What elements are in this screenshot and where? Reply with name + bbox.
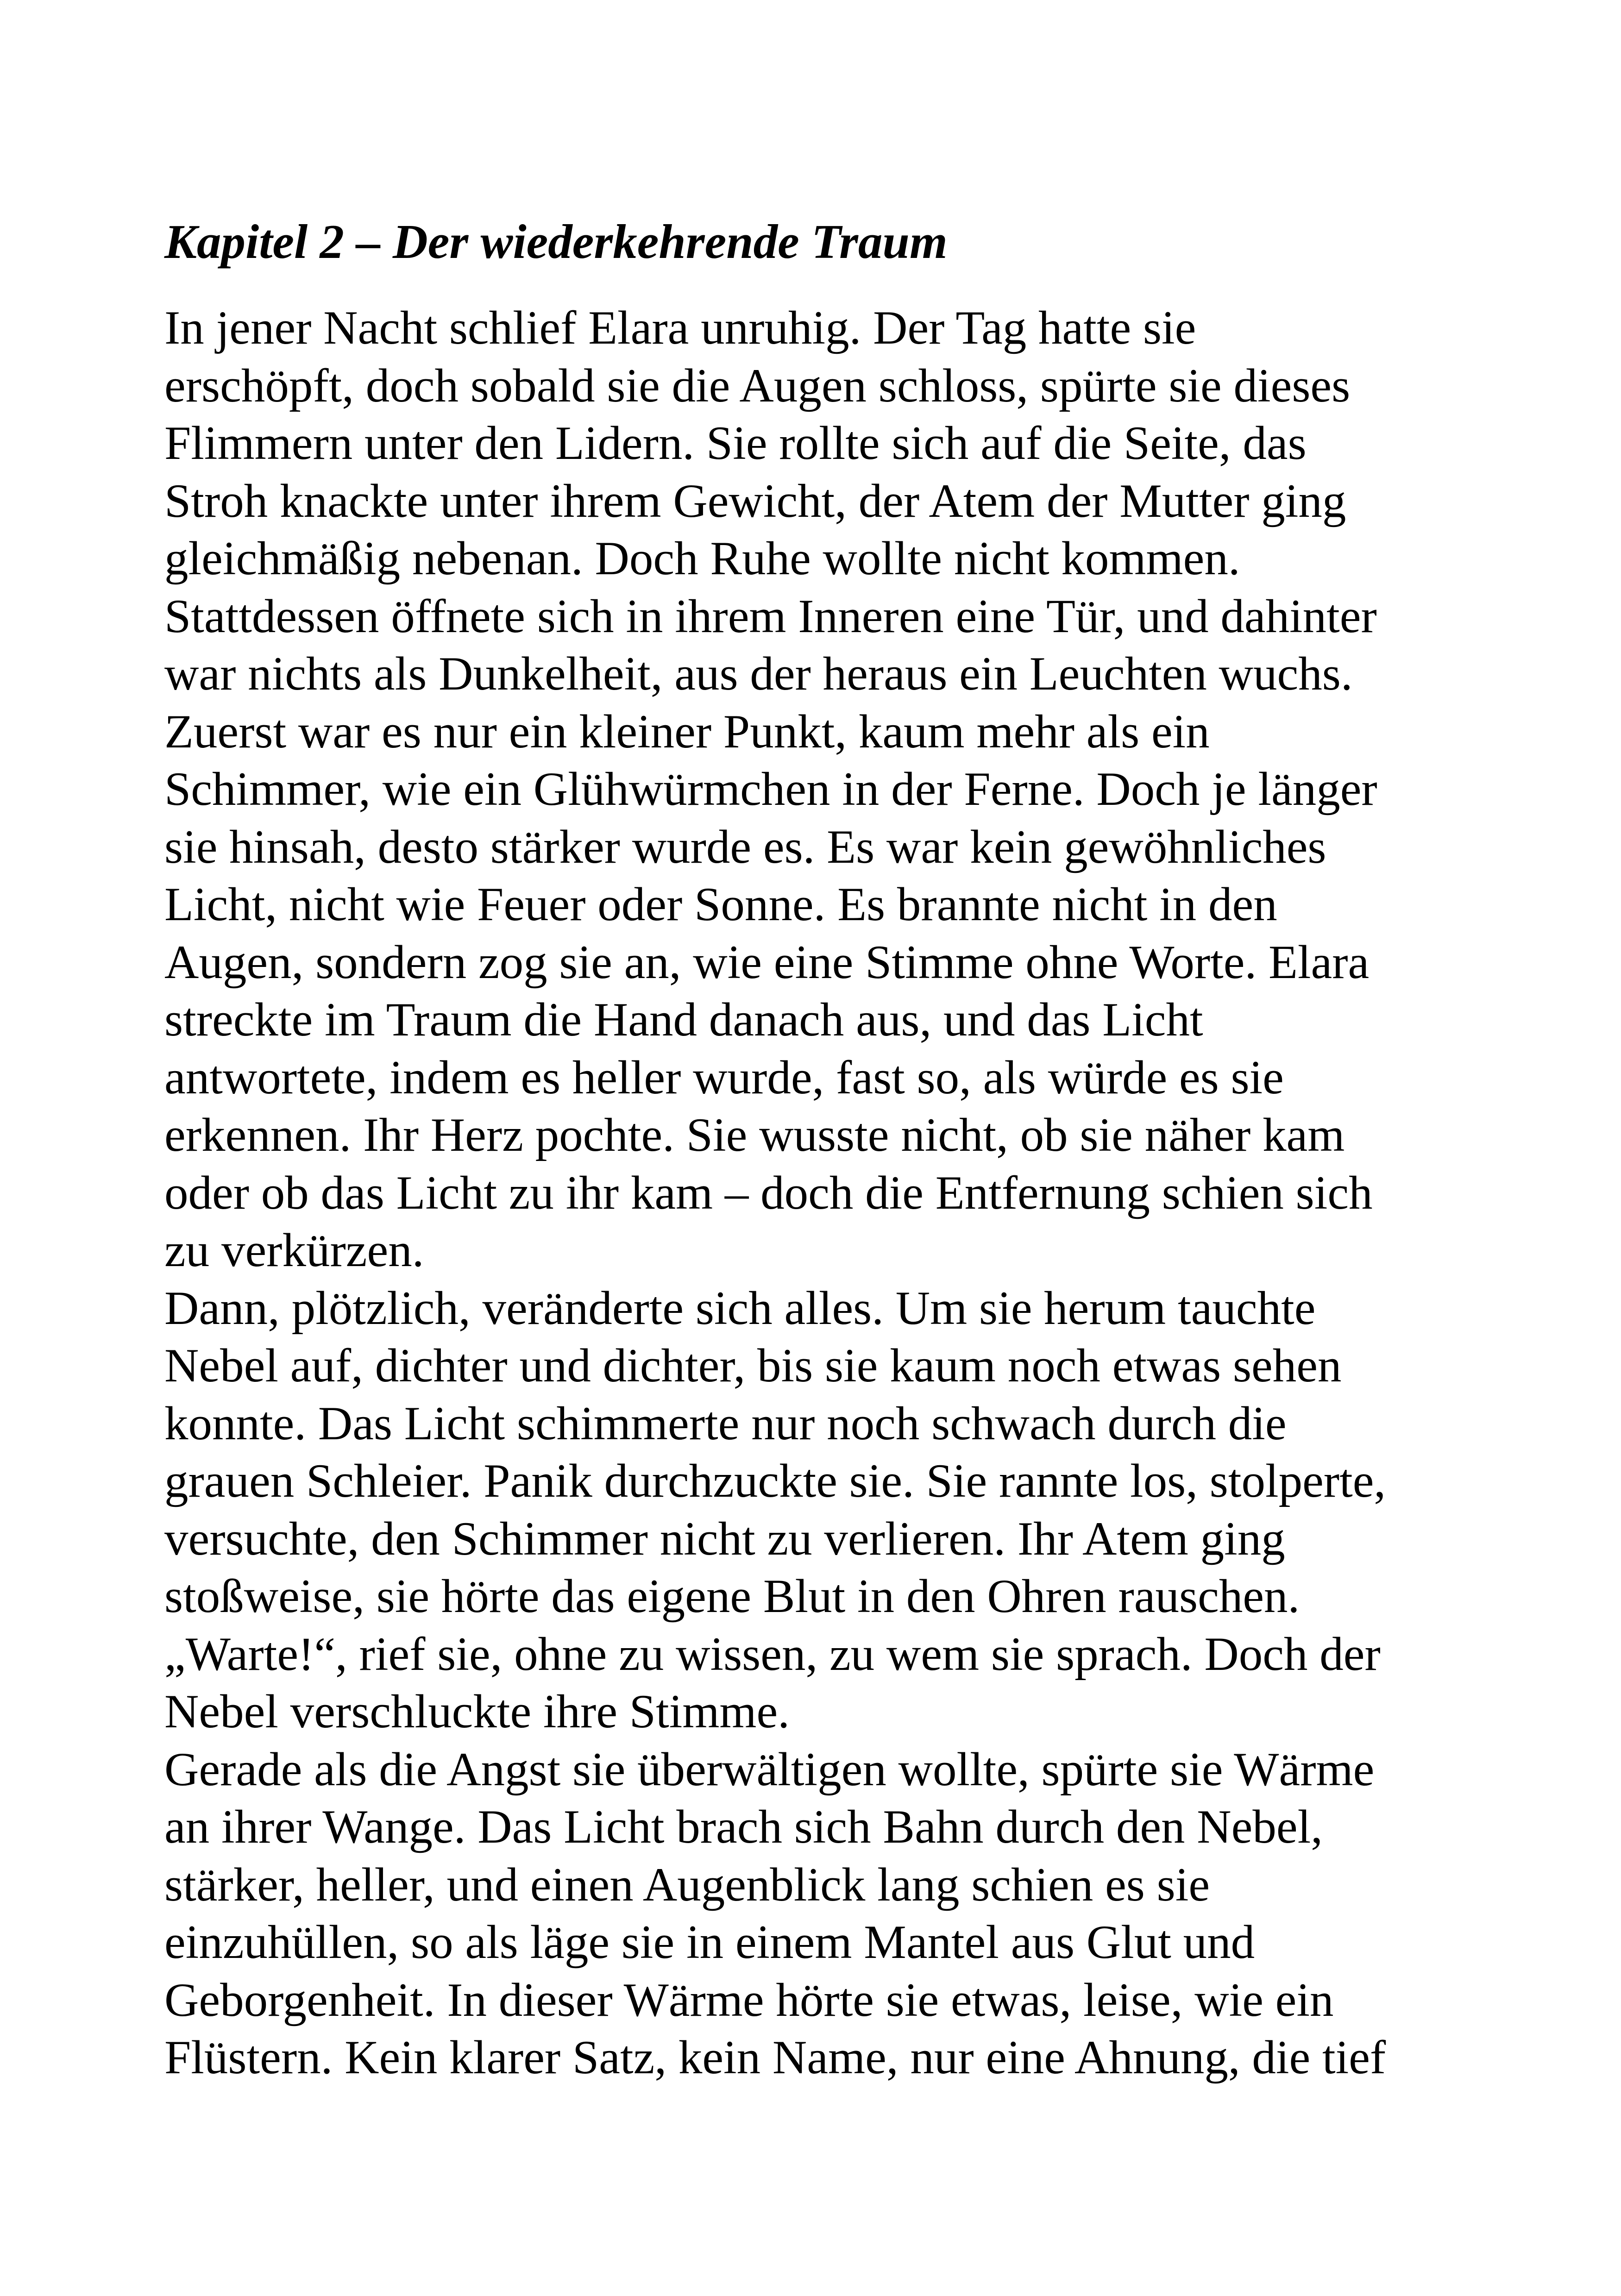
text-line: Licht, nicht wie Feuer oder Sonne. Es brannte nicht in den	[164, 878, 1277, 931]
text-line: „Warte!“, rief sie, ohne zu wissen, zu wem sie sprach. Doch der	[164, 1627, 1381, 1681]
text-line: Nebel auf, dichter und dichter, bis sie kaum noch etwas sehen	[164, 1339, 1342, 1392]
text-line: Stattdessen öffnete sich in ihrem Inneren eine Tür, und dahinter	[164, 590, 1377, 643]
text-line: zu verkürzen.	[164, 1224, 424, 1277]
text-line: Gerade als die Angst sie überwältigen wollte, spürte sie Wärme	[164, 1743, 1375, 1796]
text-line: grauen Schleier. Panik durchzuckte sie. Sie rannte los, stolperte,	[164, 1455, 1386, 1507]
text-line: stoßweise, sie hörte das eigene Blut in den Ohren rauschen.	[164, 1570, 1300, 1623]
chapter-body	[164, 299, 1531, 2087]
text-line: Flimmern unter den Lidern. Sie rollte sich auf die Seite, das	[164, 417, 1307, 470]
text-line: In jener Nacht schlief Elara unruhig. Der Tag hatte sie	[164, 301, 1196, 354]
text-line: gleichmäßig nebenan. Doch Ruhe wollte nicht kommen.	[164, 532, 1240, 585]
text-line: oder ob das Licht zu ihr kam – doch die Entfernung schien sich	[164, 1166, 1373, 1219]
text-line: Stroh knackte unter ihrem Gewicht, der Atem der Mutter ging	[164, 474, 1346, 527]
text-line: an ihrer Wange. Das Licht brach sich Bahn durch den Nebel,	[164, 1800, 1323, 1853]
text-line: Zuerst war es nur ein kleiner Punkt, kaum mehr als ein	[164, 705, 1210, 758]
text-line: Flüstern. Kein klarer Satz, kein Name, nur eine Ahnung, die tief	[164, 2031, 1386, 2084]
text-line: war nichts als Dunkelheit, aus der heraus ein Leuchten wuchs.	[164, 647, 1353, 700]
text-line: streckte im Traum die Hand danach aus, und das Licht	[164, 993, 1203, 1046]
text-line: Nebel verschluckte ihre Stimme.	[164, 1685, 790, 1738]
chapter-title: Kapitel 2 – Der wiederkehrende Traum	[164, 214, 948, 269]
text-line: versuchte, den Schimmer nicht zu verlieren. Ihr Atem ging	[164, 1512, 1285, 1565]
text-line: erkennen. Ihr Herz pochte. Sie wusste nicht, ob sie näher kam	[164, 1109, 1345, 1161]
text-line: einzuhüllen, so als läge sie in einem Mantel aus Glut und	[164, 1916, 1255, 1969]
text-line: Schimmer, wie ein Glühwürmchen in der Ferne. Doch je länger	[164, 763, 1377, 816]
text-line: sie hinsah, desto stärker wurde es. Es war kein gewöhnliches	[164, 820, 1326, 873]
text-line: Dann, plötzlich, veränderte sich alles. Um sie herum tauchte	[164, 1281, 1316, 1335]
text-line: Geborgenheit. In dieser Wärme hörte sie etwas, leise, wie ein	[164, 1973, 1334, 2026]
text-line: stärker, heller, und einen Augenblick lang schien es sie	[164, 1858, 1210, 1911]
text-line: erschöpft, doch sobald sie die Augen schloss, spürte sie dieses	[164, 359, 1351, 412]
text-line: Augen, sondern zog sie an, wie eine Stimme ohne Worte. Elara	[164, 935, 1370, 989]
text-line: konnte. Das Licht schimmerte nur noch schwach durch die	[164, 1397, 1287, 1450]
text-line: antwortete, indem es heller wurde, fast so, als würde es sie	[164, 1051, 1284, 1104]
